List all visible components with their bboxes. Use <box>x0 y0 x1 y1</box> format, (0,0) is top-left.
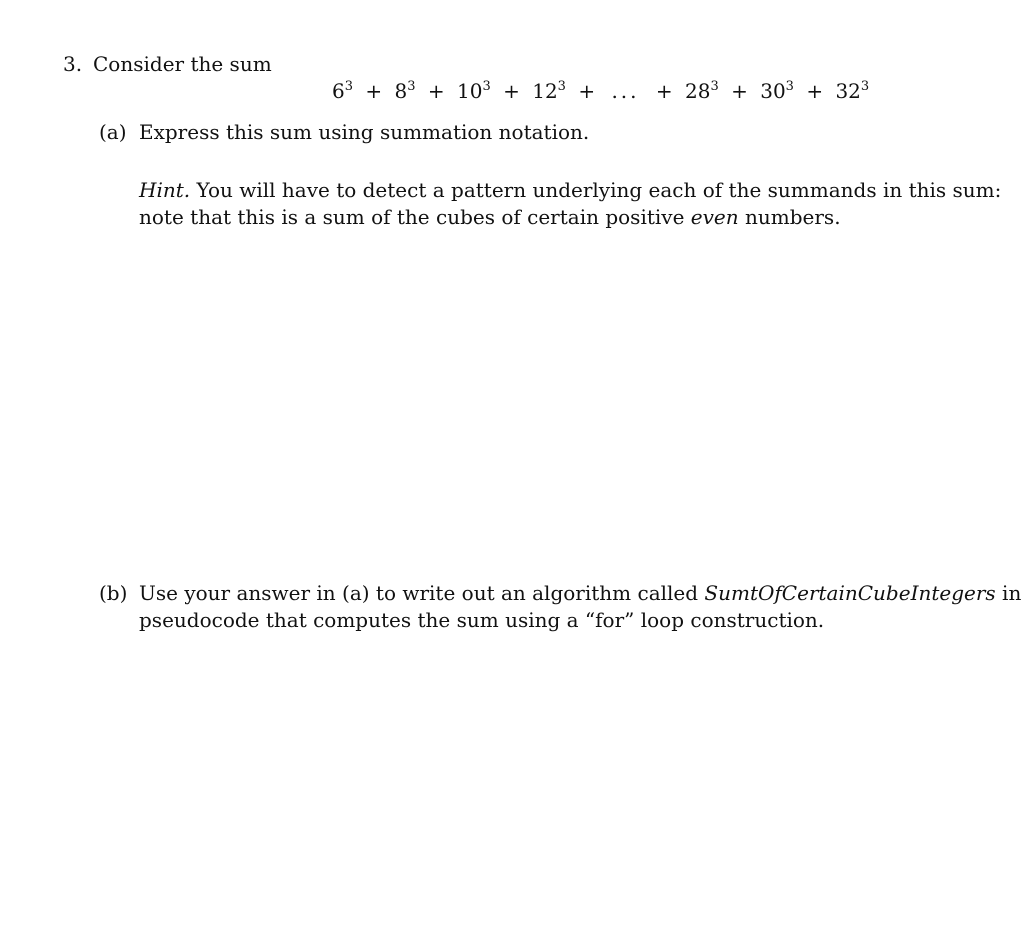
term-32: $32^3$ <box>835 79 870 103</box>
term-10: $10^3$ <box>457 79 491 103</box>
part-b-line-1 <box>139 581 1021 605</box>
hint-text-2-post: numbers. <box>745 205 841 229</box>
hint-label: Hint. <box>139 178 191 202</box>
part-a-question: Express this sum using summation notation. <box>139 120 590 144</box>
hint-text-2-pre: note that this is a sum of the cubes of certain positive <box>139 205 685 229</box>
plus-sign: + <box>731 79 748 103</box>
part-a-label: (a) <box>99 120 127 144</box>
hint-line-2 <box>139 205 841 229</box>
problem-intro: Consider the sum <box>93 52 272 76</box>
ellipsis: ... <box>611 79 640 103</box>
hint-emphasis-even: even <box>690 205 739 229</box>
plus-sign: + <box>578 79 596 103</box>
part-b-label: (b) <box>99 581 128 605</box>
term-30: $30^3$ <box>760 79 794 103</box>
hint-text-1: You will have to detect a pattern underlying each of the summands in this sum: <box>196 178 1002 202</box>
term-12: $12^3$ <box>532 79 566 103</box>
plus-sign: + <box>427 79 445 103</box>
part-b-line-2: pseudocode that computes the sum using a “for” loop construction. <box>139 608 825 632</box>
term-28: $28^3$ <box>685 79 719 103</box>
part-b-text-post: in <box>1002 581 1022 605</box>
part-b-text-pre: Use your answer in (a) to write out an algorithm called <box>139 581 699 605</box>
term-6: $6^3$ <box>332 79 354 103</box>
plus-sign: + <box>655 79 673 103</box>
plus-sign: + <box>365 79 383 103</box>
algorithm-name: SumtOfCertainCubeIntegers <box>704 581 996 605</box>
sum-formula <box>332 79 869 103</box>
term-8: $8^3$ <box>394 79 416 103</box>
plus-sign: + <box>503 79 520 103</box>
problem-number: 3. <box>63 52 83 76</box>
hint-line-1 <box>139 178 1001 202</box>
plus-sign: + <box>806 79 824 103</box>
